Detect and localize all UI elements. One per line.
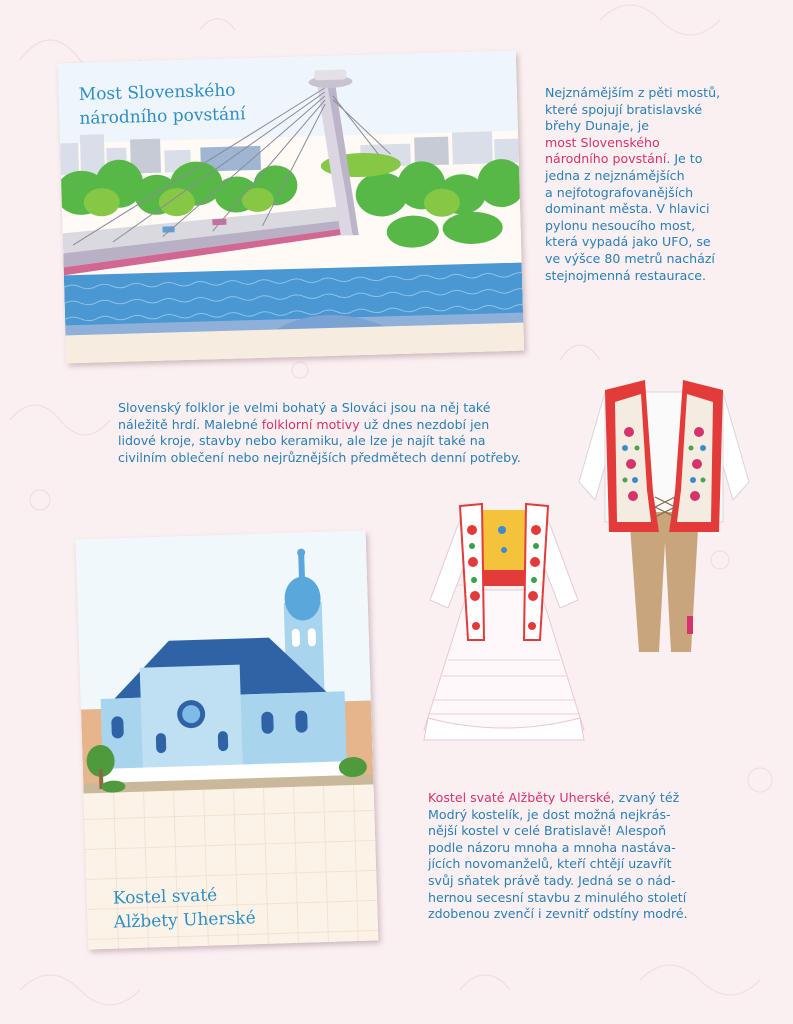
bridge-card-title — [78, 78, 245, 131]
church-text-line: , zvaný též — [610, 790, 680, 805]
church-text-line: Modrý kostelík, je dost možná nejkrás- — [428, 806, 671, 822]
church-name-highlight: Kostel svaté Alžběty Uherské — [428, 790, 611, 805]
bridge-paragraph — [545, 85, 785, 284]
bridge-name-highlight: národního povstání — [545, 151, 667, 167]
bridge-text-line: dominant města. V hlavici — [545, 201, 710, 217]
mens-folk-costume-illustration — [575, 372, 753, 662]
church-text-line: nější kostel v celé Bratislavě! Alespoň — [428, 823, 667, 839]
folklore-text-line: už dnes nezdobí jen — [359, 416, 490, 432]
church-card — [76, 531, 379, 950]
bridge-text-line: která vypadá jako UFO, se — [545, 234, 711, 250]
womens-folk-costume-illustration — [418, 500, 590, 750]
bridge-text-line: které spojují bratislavské — [545, 101, 703, 117]
bridge-text-line: ve výšce 80 metrů nachází — [545, 250, 715, 266]
bridge-card-title-line2: národního povstání — [79, 104, 246, 129]
folklore-text-line: civilním oblečení nebo nejrůznějších předmětech denní potřeby. — [118, 449, 521, 465]
bridge-text-line: břehy Dunaje, je — [545, 118, 649, 134]
church-card-title-line1: Kostel svaté — [112, 885, 218, 909]
bridge-text-line: Nejznámějším z pěti mostů, — [545, 85, 721, 100]
church-text-line: zdobenou zvenčí i zevnitř odstíny modré. — [428, 906, 688, 922]
bridge-text-line: pylonu nesoucího most, — [545, 217, 696, 233]
bridge-text-line: jedna z nejznámějších — [545, 167, 685, 183]
church-card-title — [113, 882, 256, 934]
folklore-motifs-highlight: folklorní motivy — [261, 416, 360, 432]
church-text-line: svůj sňatek právě tady. Jedná se o nád- — [428, 872, 676, 888]
church-text-line: hernou secesní stavbu z minulého století — [428, 889, 687, 905]
bridge-card — [58, 51, 524, 364]
church-text-line: podle názoru mnoha a mnoha nastáva- — [428, 839, 676, 855]
folklore-paragraph — [118, 400, 578, 466]
folklore-text-line: náležitě hrdí. Malebné — [118, 416, 262, 432]
bridge-text-line: stejnojmenná restaurace. — [545, 267, 707, 283]
folklore-text-line: lidové kroje, stavby nebo keramiku, ale lze je najít také na — [118, 433, 486, 449]
folklore-text-line: Slovenský folklor je velmi bohatý a Slováci jsou na něj také — [118, 400, 491, 415]
bridge-text-line: . Je to — [666, 151, 703, 167]
bridge-card-title-line1: Most Slovenského — [78, 80, 236, 105]
church-card-title-line2: Alžbety Uherské — [113, 908, 256, 933]
bridge-text-line: a nejfotografovanějších — [545, 184, 694, 200]
church-paragraph — [428, 790, 758, 923]
bridge-name-highlight: most Slovenského — [545, 134, 660, 150]
church-text-line: jících novomanželů, kteří chtějí uzavřít — [428, 856, 672, 872]
